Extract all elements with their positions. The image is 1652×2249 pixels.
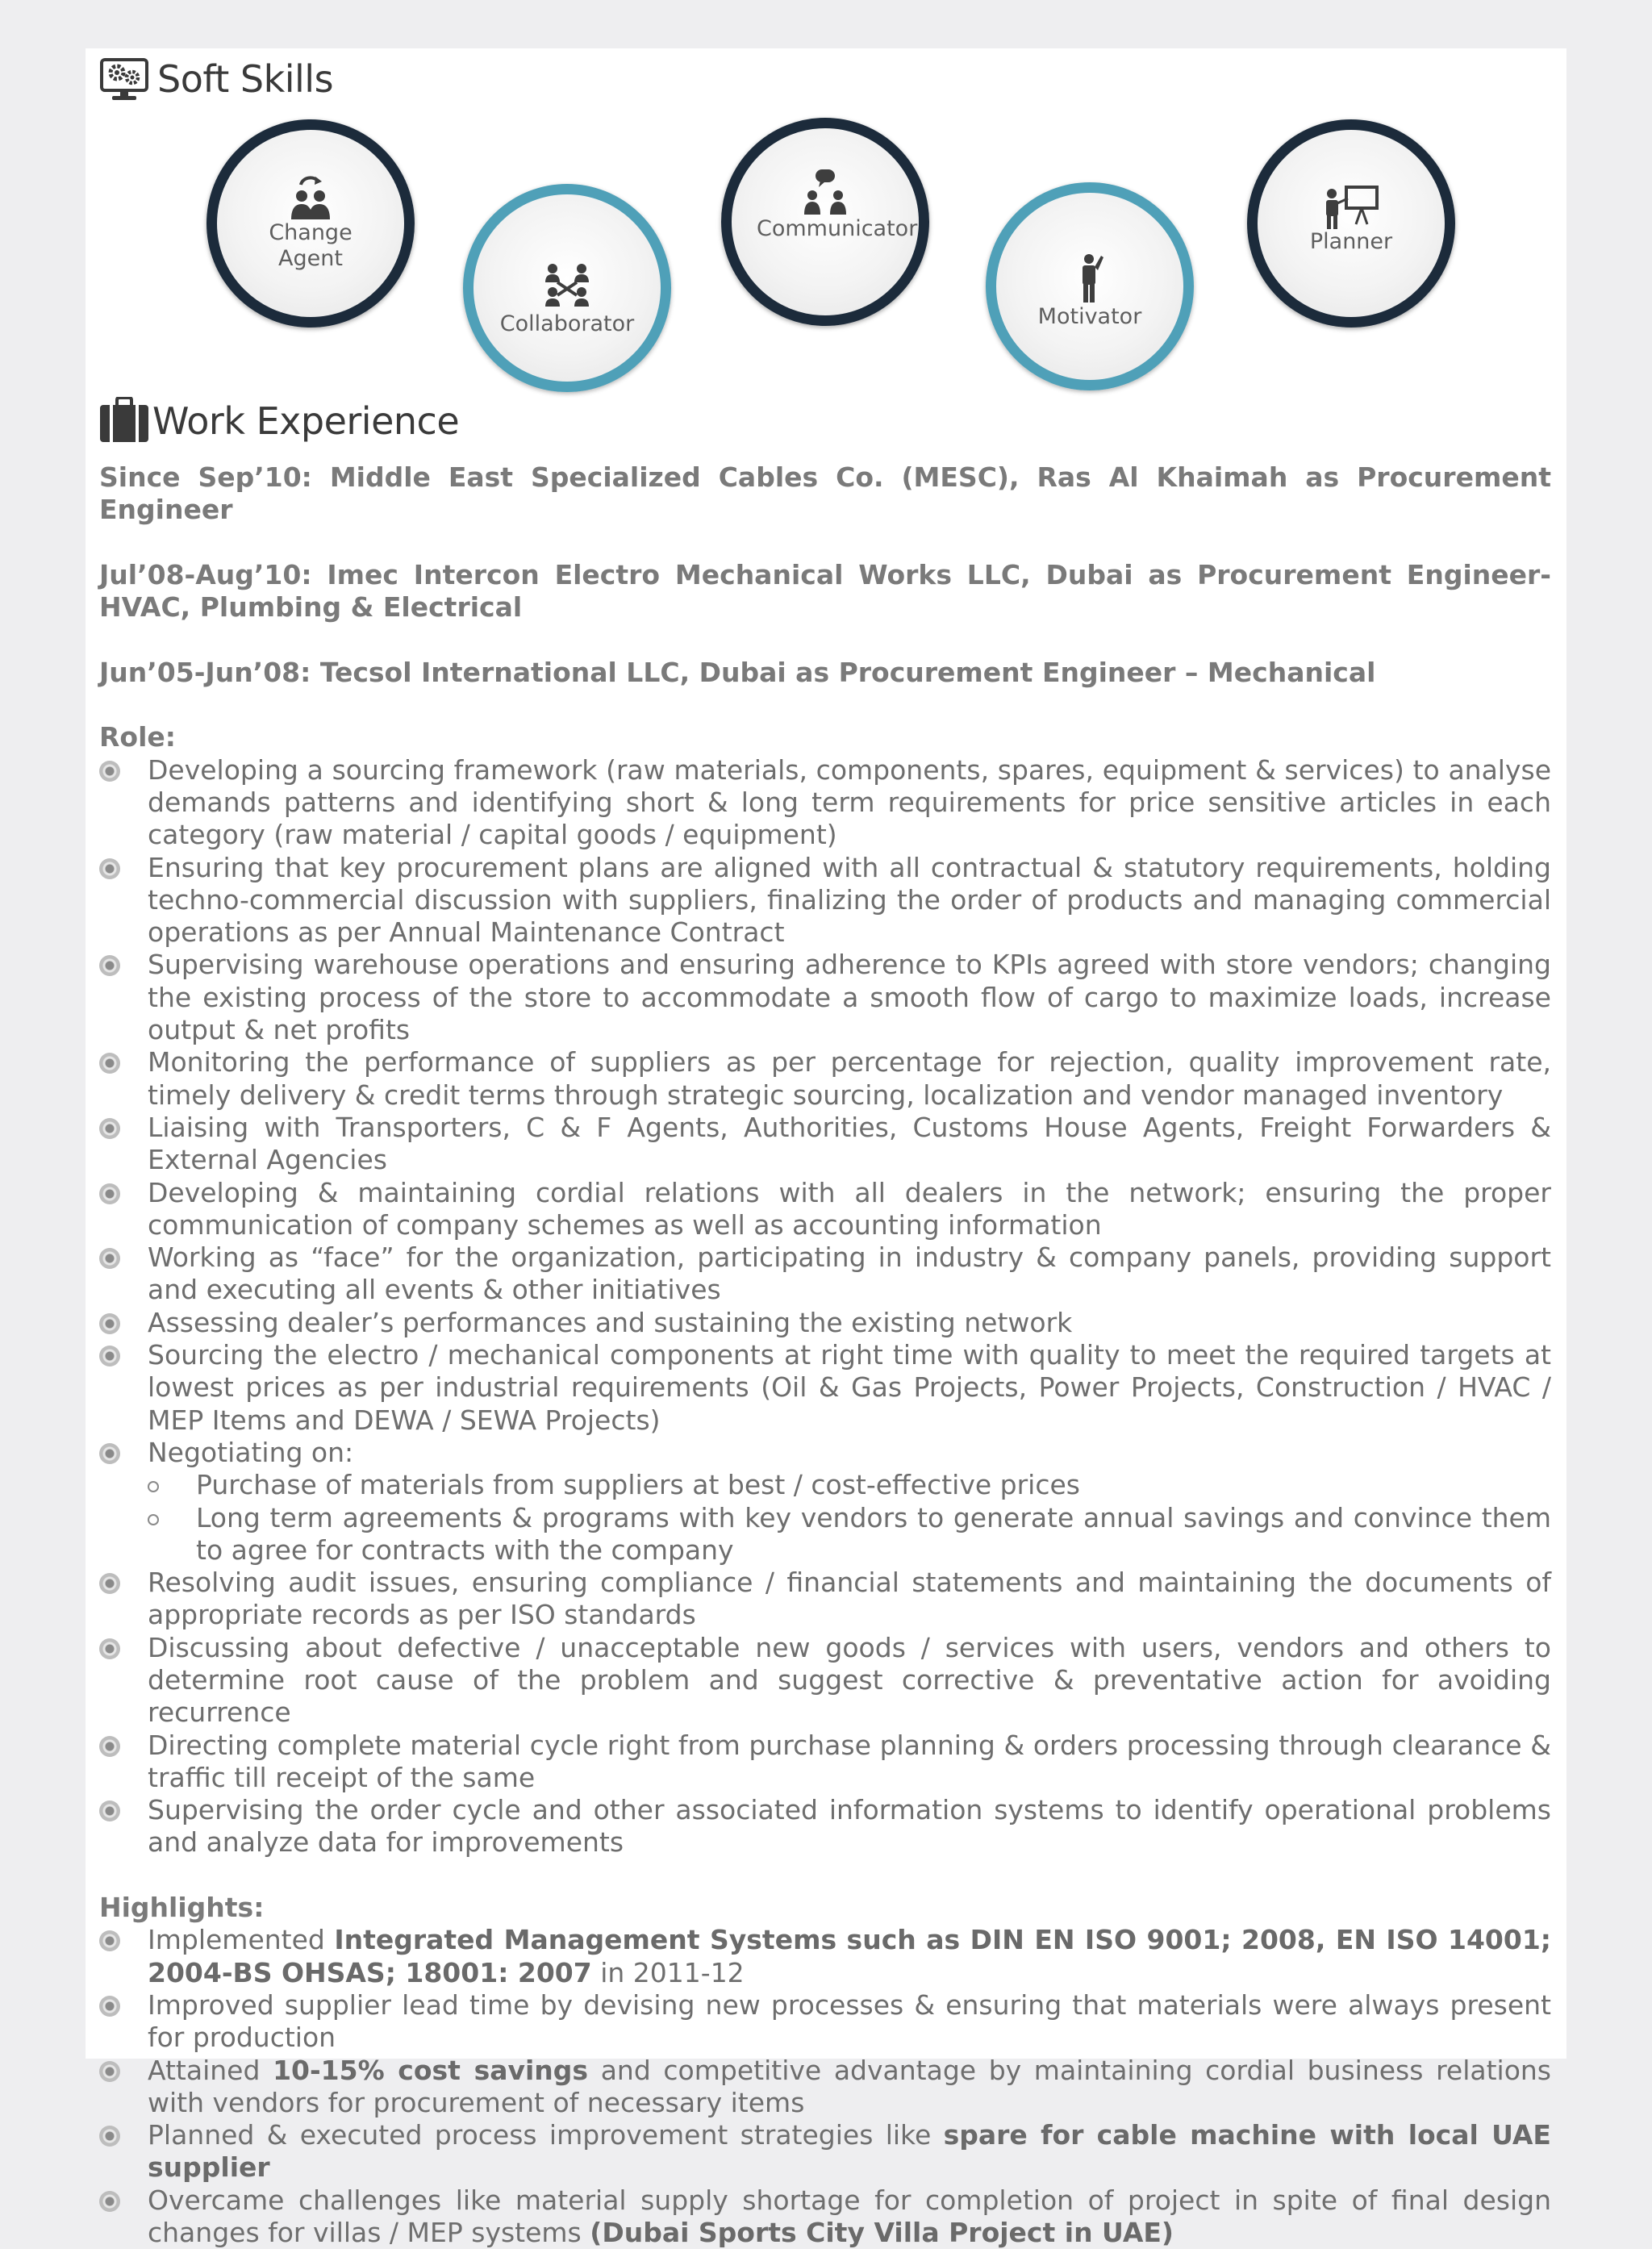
skill-label: Collaborator (499, 311, 635, 336)
highlight-item: Implemented Integrated Management Systems such as DIN EN ISO 9001; 2008, EN ISO 14001; 2004-BS OHSAS; 18001: 2007 in 2011-12 (99, 1924, 1551, 1989)
highlights-heading: Highlights: (99, 1892, 265, 1924)
list-item: Directing complete material cycle right from purchase planning & orders processing through clearance & traffic till receipt of the same (99, 1730, 1551, 1795)
skill-change-agent (206, 119, 415, 328)
skill-label: Planner (1309, 229, 1393, 254)
skill-label: Communicator (757, 216, 918, 241)
list-item: Working as “face” for the organization, participating in industry & company panels, providing support and executing all events & other initiatives (99, 1241, 1551, 1307)
soft-skills-title (99, 56, 333, 102)
skill-label: Motivator (1037, 304, 1142, 329)
sub-list-item: Purchase of materials from suppliers at best / cost-effective prices (148, 1469, 1551, 1501)
highlight-item: Improved supplier lead time by devising new processes & ensuring that materials were always present for production (99, 1989, 1551, 2055)
list-item: Monitoring the performance of suppliers as per percentage for rejection, quality improvement rate, timely delivery & credit terms through strategic sourcing, localization and vendor managed inventory (99, 1046, 1551, 1112)
highlight-item: Planned & executed process improvement strategies like spare for cable machine with local UAE supplier (99, 2119, 1551, 2184)
skill-communicator (721, 118, 929, 326)
network-people-icon (542, 261, 592, 311)
list-item: Resolving audit issues, ensuring compliance / financial statements and maintaining the documents of appropriate records as per ISO standards (99, 1567, 1551, 1632)
work-experience-title-text: Work Experience (152, 399, 460, 443)
soft-skills-title-text: Soft Skills (157, 57, 334, 101)
skill-collaborator (463, 184, 671, 392)
role-heading: Role: (99, 721, 176, 753)
skill-label: Change Agent (269, 220, 353, 271)
briefcase-icon (99, 397, 149, 445)
list-item: Supervising the order cycle and other associated information systems to identify operational problems and analyze data for improvements (99, 1794, 1551, 1859)
gears-monitor-icon (99, 56, 151, 102)
list-item: Discussing about defective / unacceptable new goods / services with users, vendors and others to determine root cause of the problem and suggest corrective & preventative action for avoiding recurrence (99, 1632, 1551, 1730)
job-entry: Since Sep’10: Middle East Specialized Cables Co. (MESC), Ras Al Khaimah as Procurement Engineer (99, 461, 1551, 526)
list-item: Liaising with Transporters, C & F Agents, Authorities, Customs House Agents, Freight Forwarders & External Agencies (99, 1112, 1551, 1177)
highlights-list (99, 1924, 1551, 2249)
negotiating-label: Negotiating on: (148, 1436, 354, 1468)
presenter-board-icon (1324, 182, 1379, 229)
experience-body (99, 461, 1551, 2249)
list-item: Developing a sourcing framework (raw materials, components, spares, equipment & services) to analyse demands patterns and identifying short & long term requirements for price sensitive articles in each category (raw material / capital goods / equipment) (99, 754, 1551, 852)
work-experience-title (99, 397, 459, 445)
list-item (99, 1437, 1551, 1567)
skill-planner (1247, 119, 1455, 328)
chat-people-icon (801, 169, 849, 216)
list-item: Supervising warehouse operations and ensuring adherence to KPIs agreed with store vendors; changing the existing process of the store to accommodate a smooth flow of cargo to maximize loads, increase output & net profits (99, 949, 1551, 1046)
list-item: Ensuring that key procurement plans are aligned with all contractual & statutory requirements, holding techno-commercial discussion with suppliers, finalizing the order of products and managing commercial operations as per Annual Maintenance Contract (99, 852, 1551, 949)
negotiating-sublist (148, 1469, 1551, 1567)
highlight-item: Attained 10-15% cost savings and competitive advantage by maintaining cordial business relations with vendors for procurement of necessary items (99, 2055, 1551, 2120)
list-item: Sourcing the electro / mechanical components at right time with quality to meet the required targets at lowest prices as per industrial requirements (Oil & Gas Projects, Power Projects, Construction / HVAC / MEP Items and DEWA / SEWA Projects) (99, 1339, 1551, 1437)
sub-list-item: Long term agreements & programs with key vendors to generate annual savings and convince them to agree for contracts with the company (148, 1502, 1551, 1567)
job-entry: Jul’08-Aug’10: Imec Intercon Electro Mechanical Works LLC, Dubai as Procurement Engineer-HVAC, Plumbing & Electrical (99, 558, 1551, 624)
list-item: Developing & maintaining cordial relations with all dealers in the network; ensuring the proper communication of company schemes as well as accounting information (99, 1177, 1551, 1242)
highlight-item: Overcame challenges like material supply shortage for completion of project in spite of final design changes for villas / MEP systems (Dubai Sports City Villa Project in UAE) (99, 2184, 1551, 2249)
people-swap-icon (286, 175, 335, 220)
list-item: Assessing dealer’s performances and sustaining the existing network (99, 1307, 1551, 1339)
job-entry: Jun’05-Jun’08: Tecsol International LLC, Dubai as Procurement Engineer – Mechanical (99, 656, 1376, 688)
person-raising-hand-icon (1074, 252, 1106, 304)
skill-motivator (986, 182, 1194, 390)
role-list (99, 754, 1551, 1859)
